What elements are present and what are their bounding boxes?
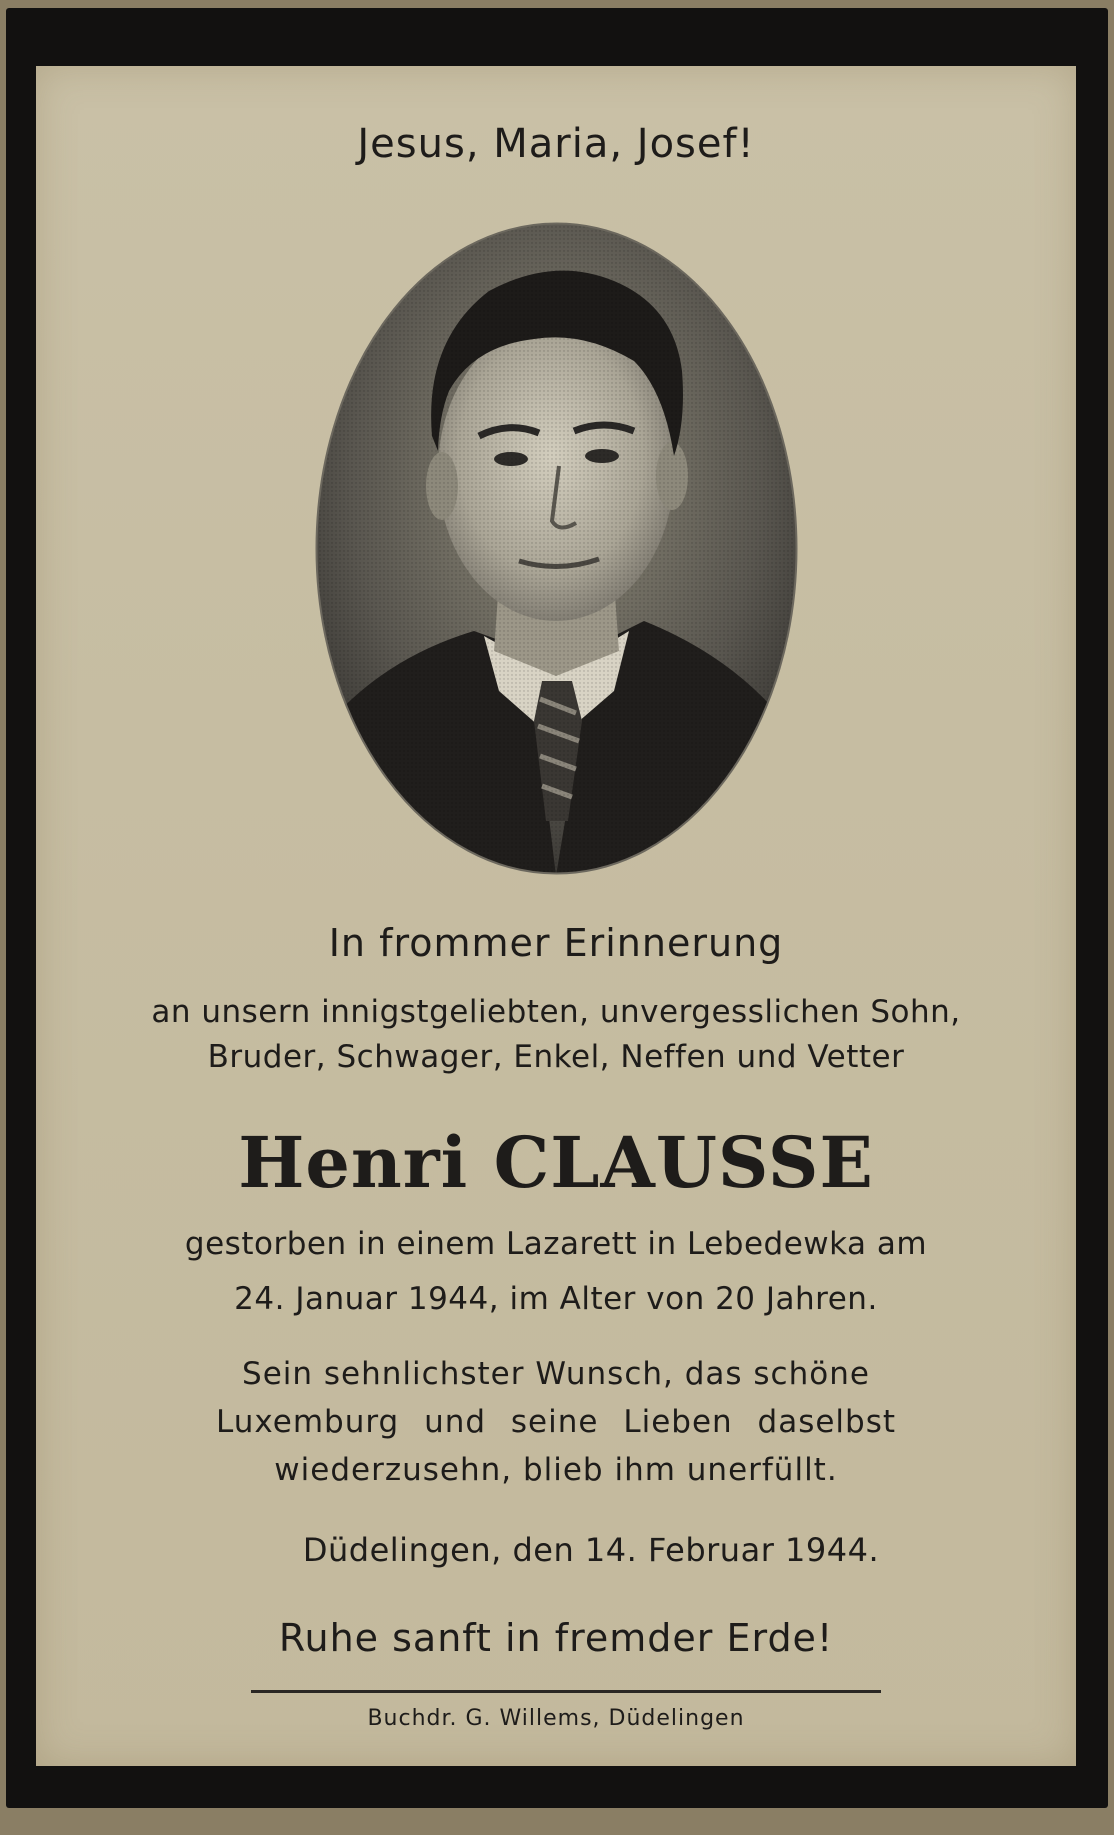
portrait-photo (314, 221, 799, 876)
invocation: Jesus, Maria, Josef! (357, 121, 755, 167)
memory-heading: In frommer Erinnerung (328, 921, 784, 965)
deceased-name: Henri CLAUSSE (238, 1121, 874, 1204)
place-date: Düdelingen, den 14. Februar 1944. (302, 1531, 880, 1569)
relation-line-2: Bruder, Schwager, Enkel, Neffen und Vetter (207, 1039, 905, 1075)
death-line-2: 24. Januar 1944, im Alter von 20 Jahren. (234, 1281, 878, 1317)
mourning-border (6, 8, 1108, 1808)
wish-line-2: Luxemburg und seine Lieben daselbst (215, 1404, 897, 1440)
death-line-1: gestorben in einem Lazarett in Lebedewka am (184, 1226, 928, 1262)
memorial-card (36, 66, 1076, 1766)
relation-line-1: an unsern innigstgeliebten, unvergesslichen Sohn, (151, 994, 961, 1030)
divider-rule (251, 1690, 881, 1693)
wish-line-1: Sein sehnlichster Wunsch, das schöne (242, 1356, 870, 1392)
printer-credit: Buchdr. G. Willems, Düdelingen (367, 1706, 745, 1731)
wish-line-3: wiederzusehn, blieb ihm unerfüllt. (274, 1452, 838, 1488)
farewell: Ruhe sanft in fremder Erde! (278, 1616, 834, 1660)
